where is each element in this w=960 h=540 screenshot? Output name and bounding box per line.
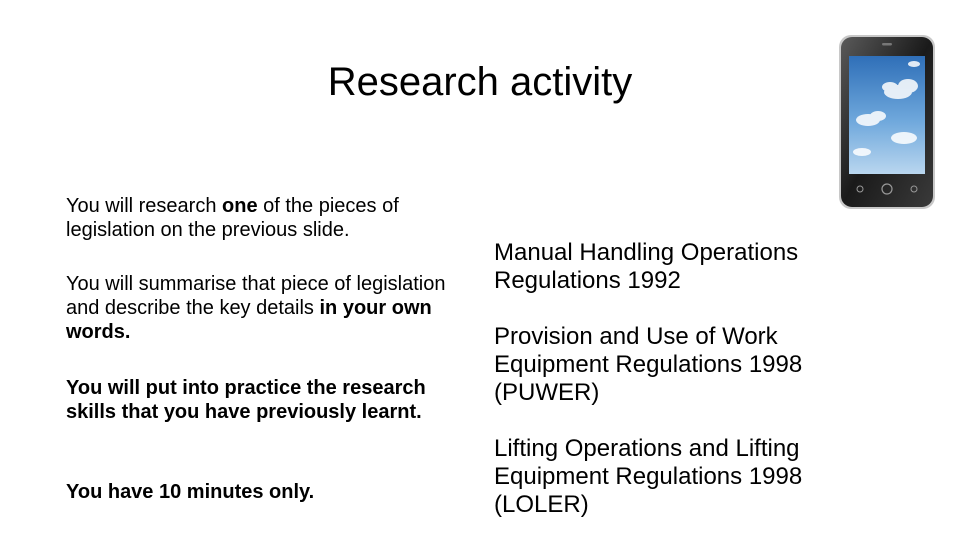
instruction-text: of the pieces of legislation on the previous slide. — [66, 195, 399, 241]
legislation-item: Provision and Use of Work Equipment Regulations 1998 (PUWER) — [494, 323, 803, 406]
instruction-time-limit — [66, 480, 466, 504]
legislation-item: Lifting Operations and Lifting Equipment Regulations 1998 (LOLER) — [494, 435, 803, 518]
instruction-practice — [66, 376, 466, 424]
instruction-summarise — [66, 272, 466, 344]
legislation-item: Manual Handling Operations Regulations 1992 — [494, 239, 799, 294]
instruction-emphasis: You will put into practice the research skills that you have previously learnt. — [66, 377, 426, 423]
instruction-emphasis: You have 10 minutes only. — [66, 481, 315, 503]
instruction-emphasis: one — [222, 195, 258, 217]
instruction-text: You will summarise that piece of legislation and describe the key details — [66, 273, 446, 319]
instruction-research — [66, 194, 466, 242]
instruction-text: You will research — [66, 195, 223, 217]
smartphone-icon — [838, 34, 936, 210]
instruction-emphasis: in your own words. — [66, 297, 432, 343]
slide-title: Research activity — [327, 60, 633, 104]
